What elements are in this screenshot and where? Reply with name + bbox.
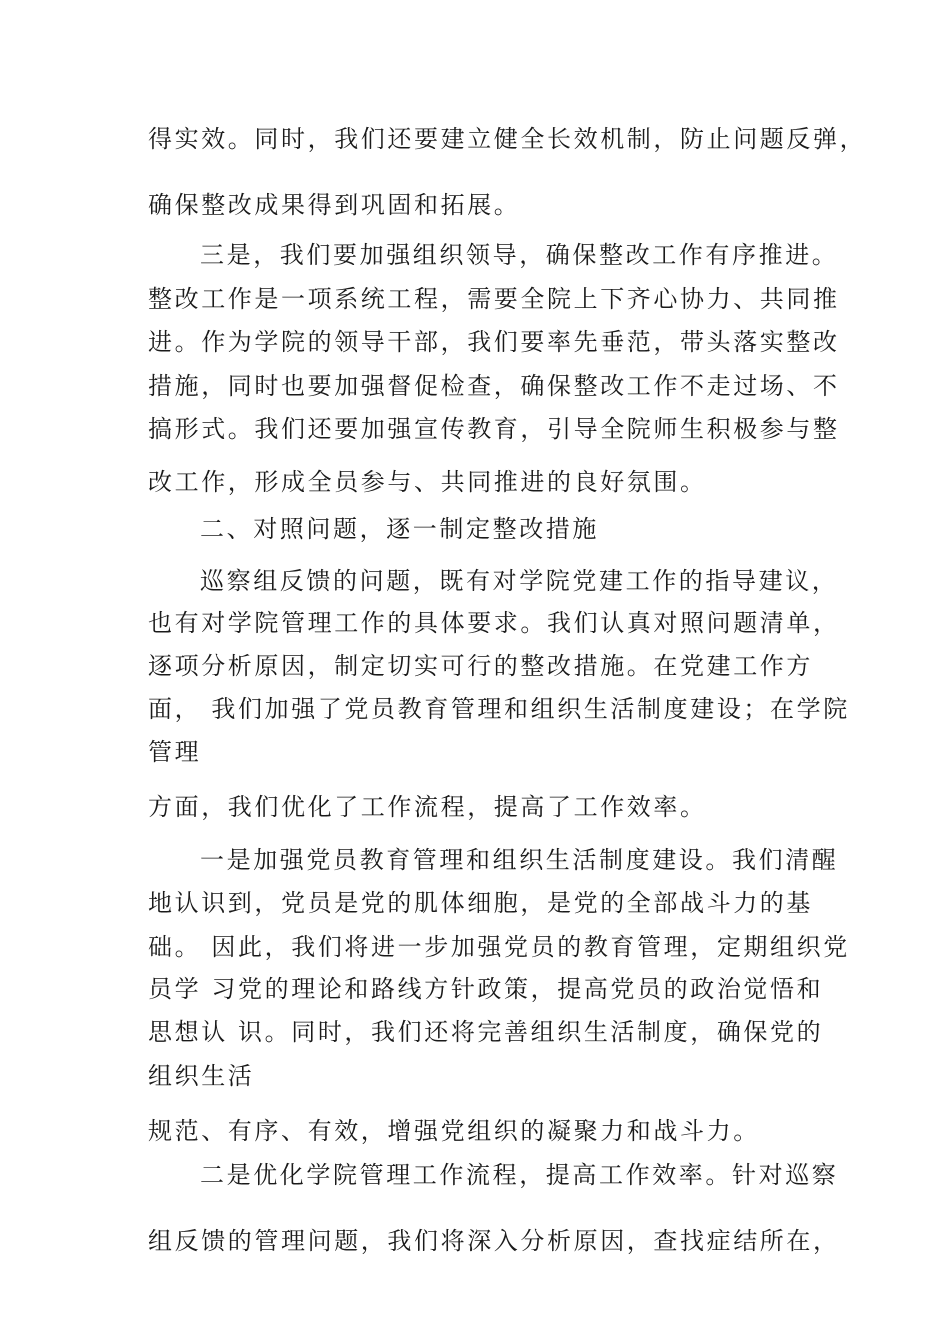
text-line-24: 组反馈的管理问题，我们将深入分析原因，查找症结所在， [148,1227,840,1255]
text-line-2: 确保整改成果得到巩固和拓展。 [148,191,521,219]
text-line-8: 改工作，形成全员参与、共同推进的良好氛围。 [148,468,707,496]
text-line-23: 二是优化学院管理工作流程，提高工作效率。针对巡察 [200,1161,839,1189]
text-line-12: 逐项分析原因，制定切实可行的整改措施。在党建工作方 [148,652,813,680]
text-line-18: 础。 因此，我们将进一步加强党员的教育管理，定期组织党 [148,933,850,961]
text-line-5: 进。作为学院的领导干部，我们要率先垂范，带头落实整改 [148,328,840,356]
section-heading-2: 二、对照问题，逐一制定整改措施 [200,515,599,543]
text-line-4: 整改工作是一项系统工程，需要全院上下齐心协力、共同推 [148,285,840,313]
text-line-1: 得实效。同时，我们还要建立健全长效机制，防止问题反弹， [148,125,867,153]
text-line-16: 一是加强党员教育管理和组织生活制度建设。我们清醒 [200,846,839,874]
text-line-7: 搞形式。我们还要加强宣传教育，引导全院师生积极参与整 [148,415,840,443]
text-line-17: 地认识到，党员是党的肌体细胞，是党的全部战斗力的基 [148,889,813,917]
text-line-13: 面， 我们加强了党员教育管理和组织生活制度建设；在学院 [148,695,850,723]
text-line-20: 思想认 识。同时，我们还将完善组织生活制度，确保党的 [148,1018,824,1046]
text-line-3: 三是，我们要加强组织领导，确保整改工作有序推进。 [200,241,839,269]
text-line-21: 组织生活 [148,1062,255,1090]
text-line-11: 也有对学院管理工作的具体要求。我们认真对照问题清单， [148,609,840,637]
text-line-10: 巡察组反馈的问题，既有对学院党建工作的指导建议， [200,567,839,595]
text-line-22: 规范、有序、有效，增强党组织的凝聚力和战斗力。 [148,1117,760,1145]
text-line-19: 员学 习党的理论和路线方针政策，提高党员的政治觉悟和 [148,975,824,1003]
text-line-15: 方面，我们优化了工作流程，提高了工作效率。 [148,793,707,821]
text-line-6: 措施，同时也要加强督促检查，确保整改工作不走过场、不 [148,372,840,400]
text-line-14: 管理 [148,738,202,766]
